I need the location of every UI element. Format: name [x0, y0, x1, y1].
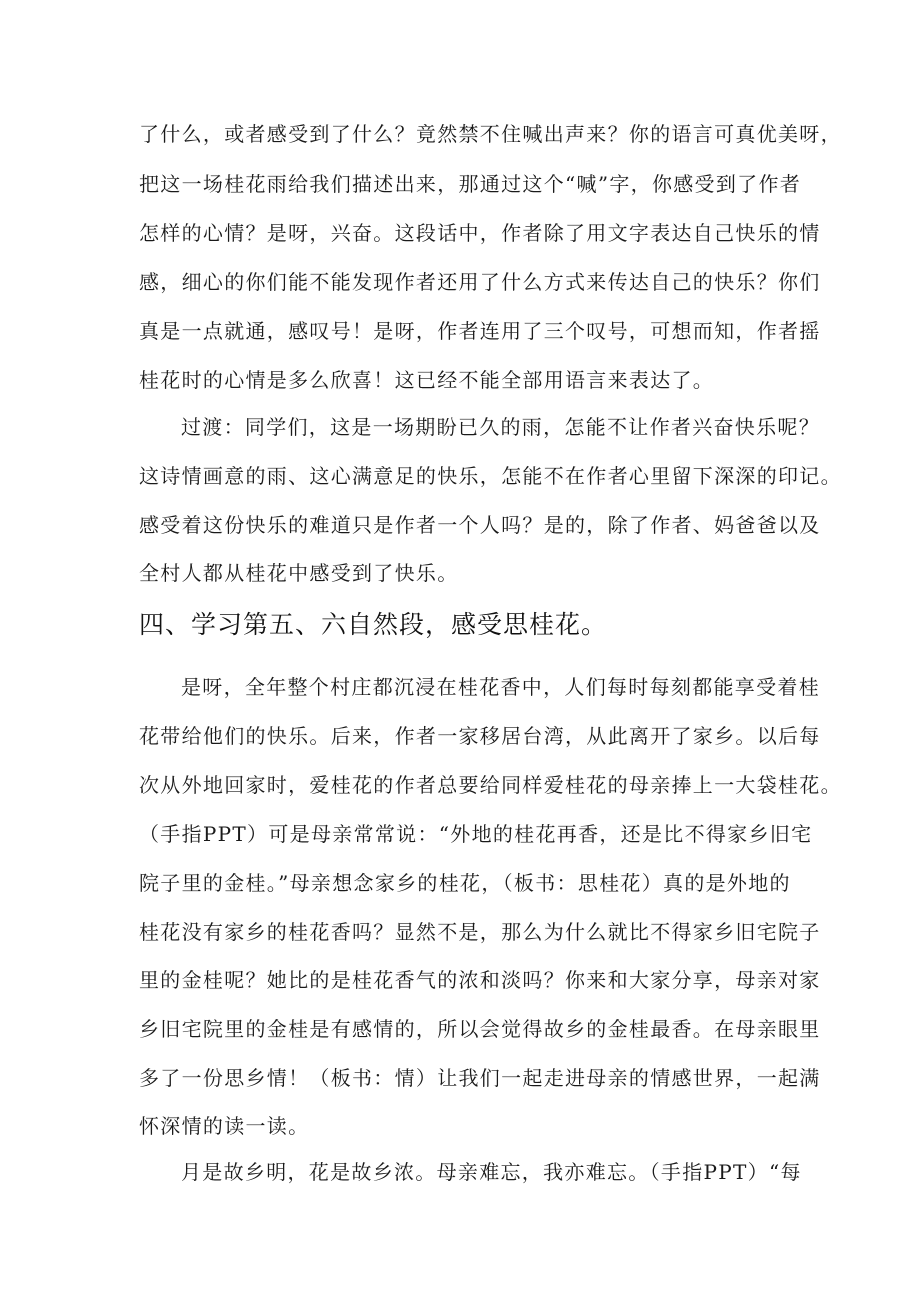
paragraph-1-line-6: 桂花时的心情是多么欣喜！这已经不能全部用语言来表达了。: [139, 368, 715, 392]
paragraph-3-line-1: 是呀，全年整个村庄都沉浸在桂花香中，人们每时每刻都能享受着桂: [181, 675, 820, 699]
paragraph-4-line-1: 月是故乡明，花是故乡浓。母亲难忘，我亦难忘。（手指PPT）“每: [181, 1160, 802, 1184]
paragraph-3-line-5: 院子里的金桂。”母亲想念家乡的桂花，（板书：思桂花）真的是外地的: [139, 871, 791, 895]
section-heading: 四、学习第五、六自然段，感受思桂花。: [139, 610, 608, 639]
paragraph-3-line-3: 次从外地回家时，爱桂花的作者总要给同样爱桂花的母亲捧上一大袋桂花。: [139, 773, 842, 797]
paragraph-3-line-10: 怀深情的读一读。: [139, 1114, 310, 1138]
paragraph-3-line-9: 多了一份思乡情！（板书：情）让我们一起走进母亲的情感世界，一起满: [139, 1066, 821, 1090]
paragraph-2-line-3: 感受着这份快乐的难道只是作者一个人吗？是的，除了作者、妈爸爸以及: [139, 513, 821, 537]
paragraph-2-line-1: 过渡：同学们，这是一场期盼已久的雨，怎能不让作者兴奋快乐呢？: [181, 415, 820, 439]
paragraph-1-line-1: 了什么，或者感受到了什么？竟然禁不住喊出声来？你的语言可真优美呀，: [139, 122, 842, 146]
paragraph-1-line-3: 怎样的心情？是呀，兴奋。这段话中，作者除了用文字表达自己快乐的情: [139, 221, 821, 245]
paragraph-2-line-2: 这诗情画意的雨、这心满意足的快乐，怎能不在作者心里留下深深的印记。: [139, 464, 842, 488]
paragraph-3-line-2: 花带给他们的快乐。后来，作者一家移居台湾，从此离开了家乡。以后每: [139, 724, 821, 748]
paragraph-2-line-4: 全村人都从桂花中感受到了快乐。: [139, 561, 459, 585]
paragraph-1-line-2: 把这一场桂花雨给我们描述出来，那通过这个“喊”字，你感受到了作者: [139, 172, 802, 196]
paragraph-3-line-7: 里的金桂呢？她比的是桂花香气的浓和淡吗？你来和大家分享，母亲对家: [139, 968, 821, 992]
paragraph-3-line-6: 桂花没有家乡的桂花香吗？显然不是，那么为什么就比不得家乡旧宅院子: [139, 920, 821, 944]
paragraph-1-line-4: 感，细心的你们能不能发现作者还用了什么方式来传达自己的快乐？你们: [139, 270, 821, 294]
paragraph-3-line-8: 乡旧宅院里的金桂是有感情的，所以会觉得故乡的金桂最香。在母亲眼里: [139, 1017, 821, 1041]
paragraph-1-line-5: 真是一点就通，感叹号！是呀，作者连用了三个叹号，可想而知，作者摇: [139, 319, 821, 343]
paragraph-3-line-4: （手指PPT）可是母亲常常说：“外地的桂花再香，还是比不得家乡旧宅: [139, 822, 813, 846]
